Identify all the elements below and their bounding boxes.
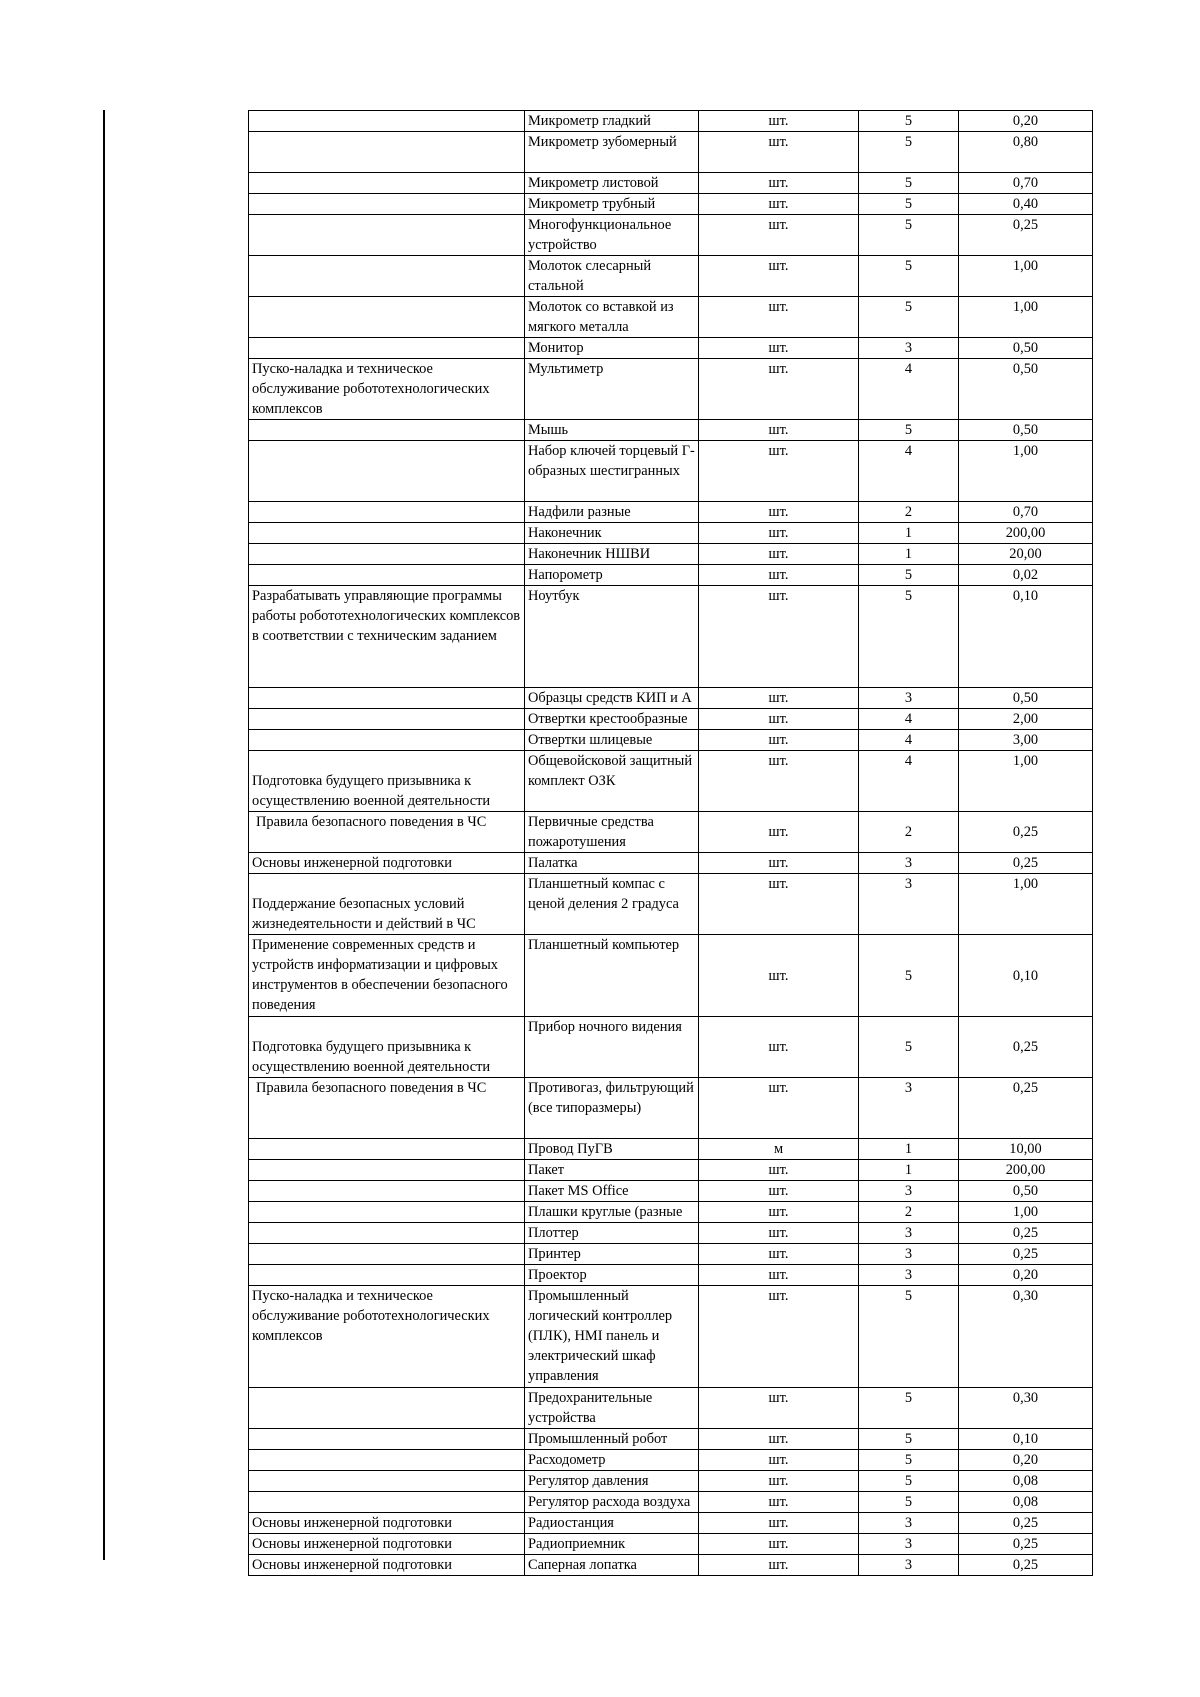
table-row (249, 1471, 1093, 1492)
unit-cell: шт. (699, 1181, 859, 1202)
table-row (249, 132, 1093, 173)
section-cell (249, 1202, 525, 1223)
ratio-cell: 0,30 (959, 1388, 1093, 1429)
section-cell (249, 709, 525, 730)
item-name-cell: Расходометр (525, 1450, 699, 1471)
quantity-cell: 5 (859, 1286, 959, 1388)
section-cell (249, 730, 525, 751)
ratio-cell: 1,00 (959, 1202, 1093, 1223)
unit-cell: шт. (699, 215, 859, 256)
item-name-cell: Молоток слесарный стальной (525, 256, 699, 297)
unit-cell: шт. (699, 1078, 859, 1139)
unit-cell: шт. (699, 1017, 859, 1078)
unit-cell: шт. (699, 256, 859, 297)
item-name-cell: Пакет MS Office (525, 1181, 699, 1202)
section-cell (249, 173, 525, 194)
section-cell (249, 111, 525, 132)
ratio-cell: 0,25 (959, 1078, 1093, 1139)
section-cell (249, 1223, 525, 1244)
unit-cell: шт. (699, 688, 859, 709)
ratio-cell: 0,50 (959, 338, 1093, 359)
item-name-cell: Надфили разные (525, 502, 699, 523)
section-cell (249, 132, 525, 173)
ratio-cell: 0,10 (959, 586, 1093, 688)
section-cell: Основы инженерной подготовки (249, 1513, 525, 1534)
ratio-cell: 0,25 (959, 1223, 1093, 1244)
unit-cell: шт. (699, 194, 859, 215)
ratio-cell: 1,00 (959, 297, 1093, 338)
ratio-cell: 0,20 (959, 1265, 1093, 1286)
item-name-cell: Монитор (525, 338, 699, 359)
ratio-cell: 0,20 (959, 111, 1093, 132)
quantity-cell: 5 (859, 215, 959, 256)
ratio-cell: 20,00 (959, 544, 1093, 565)
table-row (249, 1181, 1093, 1202)
item-name-cell: Промышленный логический контроллер (ПЛК), HMI панель и электрический шкаф управления (525, 1286, 699, 1388)
table-row (249, 1555, 1093, 1576)
section-cell (249, 1139, 525, 1160)
ratio-cell: 0,25 (959, 812, 1093, 853)
unit-cell: шт. (699, 812, 859, 853)
table-row (249, 441, 1093, 502)
section-cell (249, 523, 525, 544)
section-cell (249, 215, 525, 256)
quantity-cell: 3 (859, 1244, 959, 1265)
ratio-cell: 0,50 (959, 1181, 1093, 1202)
item-name-cell: Мультиметр (525, 359, 699, 420)
table-row (249, 1223, 1093, 1244)
ratio-cell: 1,00 (959, 441, 1093, 502)
unit-cell: шт. (699, 1450, 859, 1471)
unit-cell: шт. (699, 1265, 859, 1286)
section-cell: Пуско-наладка и техническое обслуживание робототехнологических комплексов (249, 1286, 525, 1388)
quantity-cell: 5 (859, 1450, 959, 1471)
unit-cell: шт. (699, 853, 859, 874)
table-row (249, 215, 1093, 256)
unit-cell: м (699, 1139, 859, 1160)
item-name-cell: Планшетный компас с ценой деления 2 градуса (525, 874, 699, 935)
unit-cell: шт. (699, 111, 859, 132)
item-name-cell: Молоток со вставкой из мягкого металла (525, 297, 699, 338)
quantity-cell: 2 (859, 1202, 959, 1223)
quantity-cell: 2 (859, 812, 959, 853)
table-row (249, 1429, 1093, 1450)
quantity-cell: 5 (859, 1471, 959, 1492)
unit-cell: шт. (699, 1388, 859, 1429)
item-name-cell: Наконечник (525, 523, 699, 544)
item-name-cell: Противогаз, фильтрующий (все типоразмеры) (525, 1078, 699, 1139)
ratio-cell: 0,70 (959, 173, 1093, 194)
table-row (249, 1078, 1093, 1139)
table-row (249, 935, 1093, 1017)
quantity-cell: 1 (859, 544, 959, 565)
section-cell: Применение современных средств и устройств информатизации и цифровых инструментов в обеспечении безопасного поведения (249, 935, 525, 1017)
unit-cell: шт. (699, 751, 859, 812)
item-name-cell: Общевойсковой защитный комплект ОЗК (525, 751, 699, 812)
ratio-cell: 0,08 (959, 1471, 1093, 1492)
ratio-cell: 0,70 (959, 502, 1093, 523)
item-name-cell: Радиостанция (525, 1513, 699, 1534)
ratio-cell: 0,02 (959, 565, 1093, 586)
item-name-cell: Принтер (525, 1244, 699, 1265)
section-cell (249, 688, 525, 709)
ratio-cell: 200,00 (959, 1160, 1093, 1181)
quantity-cell: 3 (859, 853, 959, 874)
ratio-cell: 0,20 (959, 1450, 1093, 1471)
table-row (249, 853, 1093, 874)
section-cell (249, 420, 525, 441)
table-row (249, 751, 1093, 812)
ratio-cell: 1,00 (959, 751, 1093, 812)
unit-cell: шт. (699, 338, 859, 359)
section-cell: Основы инженерной подготовки (249, 1555, 525, 1576)
item-name-cell: Планшетный компьютер (525, 935, 699, 1017)
table-row (249, 1017, 1093, 1078)
unit-cell: шт. (699, 586, 859, 688)
table-row (249, 256, 1093, 297)
table-row (249, 359, 1093, 420)
table-row (249, 1492, 1093, 1513)
table-row (249, 1286, 1093, 1388)
ratio-cell: 1,00 (959, 256, 1093, 297)
table-row (249, 730, 1093, 751)
table-row (249, 420, 1093, 441)
section-cell (249, 297, 525, 338)
ratio-cell: 0,80 (959, 132, 1093, 173)
table-row (249, 523, 1093, 544)
quantity-cell: 5 (859, 565, 959, 586)
item-name-cell: Плашки круглые (разные (525, 1202, 699, 1223)
quantity-cell: 3 (859, 1265, 959, 1286)
quantity-cell: 4 (859, 441, 959, 502)
section-cell (249, 194, 525, 215)
section-cell (249, 338, 525, 359)
unit-cell: шт. (699, 709, 859, 730)
section-cell: Подготовка будущего призывника к осуществлению военной деятельности (249, 1017, 525, 1078)
table-row (249, 586, 1093, 688)
section-cell (249, 1265, 525, 1286)
section-cell (249, 1429, 525, 1450)
section-cell: Пуско-наладка и техническое обслуживание робототехнологических комплексов (249, 359, 525, 420)
section-cell: Подготовка будущего призывника к осуществлению военной деятельности (249, 751, 525, 812)
quantity-cell: 3 (859, 1513, 959, 1534)
ratio-cell: 0,25 (959, 1555, 1093, 1576)
item-name-cell: Предохранительные устройства (525, 1388, 699, 1429)
section-cell: Разрабатывать управляющие программы работы робототехнологических комплексов в соответствии с техническим заданием (249, 586, 525, 688)
quantity-cell: 3 (859, 1078, 959, 1139)
table-row (249, 565, 1093, 586)
unit-cell: шт. (699, 441, 859, 502)
unit-cell: шт. (699, 730, 859, 751)
quantity-cell: 5 (859, 420, 959, 441)
quantity-cell: 5 (859, 1492, 959, 1513)
item-name-cell: Провод ПуГВ (525, 1139, 699, 1160)
item-name-cell: Пакет (525, 1160, 699, 1181)
quantity-cell: 2 (859, 502, 959, 523)
ratio-cell: 0,08 (959, 1492, 1093, 1513)
table-row (249, 1388, 1093, 1429)
item-name-cell: Микрометр гладкий (525, 111, 699, 132)
table-row (249, 502, 1093, 523)
unit-cell: шт. (699, 1534, 859, 1555)
ratio-cell: 0,25 (959, 1244, 1093, 1265)
section-cell (249, 1450, 525, 1471)
quantity-cell: 5 (859, 111, 959, 132)
quantity-cell: 3 (859, 1534, 959, 1555)
unit-cell: шт. (699, 1223, 859, 1244)
table-row (249, 874, 1093, 935)
item-name-cell: Прибор ночного видения (525, 1017, 699, 1078)
ratio-cell: 0,50 (959, 688, 1093, 709)
unit-cell: шт. (699, 1244, 859, 1265)
ratio-cell: 0,40 (959, 194, 1093, 215)
quantity-cell: 5 (859, 173, 959, 194)
unit-cell: шт. (699, 1492, 859, 1513)
section-cell: Основы инженерной подготовки (249, 853, 525, 874)
equipment-table (248, 110, 1093, 1576)
ratio-cell: 0,10 (959, 935, 1093, 1017)
quantity-cell: 5 (859, 935, 959, 1017)
item-name-cell: Регулятор расхода воздуха (525, 1492, 699, 1513)
unit-cell: шт. (699, 1471, 859, 1492)
quantity-cell: 1 (859, 1139, 959, 1160)
unit-cell: шт. (699, 935, 859, 1017)
item-name-cell: Микрометр зубомерный (525, 132, 699, 173)
table-row (249, 1513, 1093, 1534)
section-cell (249, 441, 525, 502)
section-cell (249, 502, 525, 523)
unit-cell: шт. (699, 523, 859, 544)
item-name-cell: Первичные средства пожаротушения (525, 812, 699, 853)
unit-cell: шт. (699, 132, 859, 173)
quantity-cell: 3 (859, 338, 959, 359)
quantity-cell: 5 (859, 194, 959, 215)
quantity-cell: 4 (859, 709, 959, 730)
item-name-cell: Многофункциональное устройство (525, 215, 699, 256)
quantity-cell: 5 (859, 297, 959, 338)
item-name-cell: Регулятор давления (525, 1471, 699, 1492)
unit-cell: шт. (699, 420, 859, 441)
table-row (249, 709, 1093, 730)
item-name-cell: Промышленный робот (525, 1429, 699, 1450)
quantity-cell: 3 (859, 1223, 959, 1244)
unit-cell: шт. (699, 565, 859, 586)
ratio-cell: 1,00 (959, 874, 1093, 935)
section-cell (249, 1160, 525, 1181)
unit-cell: шт. (699, 359, 859, 420)
section-cell: Поддержание безопасных условий жизнедеятельности и действий в ЧС (249, 874, 525, 935)
quantity-cell: 5 (859, 1429, 959, 1450)
unit-cell: шт. (699, 502, 859, 523)
quantity-cell: 5 (859, 586, 959, 688)
unit-cell: шт. (699, 874, 859, 935)
section-cell (249, 1244, 525, 1265)
quantity-cell: 5 (859, 1388, 959, 1429)
unit-cell: шт. (699, 173, 859, 194)
unit-cell: шт. (699, 1429, 859, 1450)
table-row (249, 1534, 1093, 1555)
quantity-cell: 1 (859, 523, 959, 544)
unit-cell: шт. (699, 1202, 859, 1223)
ratio-cell: 2,00 (959, 709, 1093, 730)
section-cell (249, 544, 525, 565)
item-name-cell: Палатка (525, 853, 699, 874)
quantity-cell: 4 (859, 751, 959, 812)
equipment-table-body (249, 111, 1093, 1576)
item-name-cell: Отвертки шлицевые (525, 730, 699, 751)
quantity-cell: 3 (859, 1181, 959, 1202)
quantity-cell: 5 (859, 1017, 959, 1078)
item-name-cell: Микрометр трубный (525, 194, 699, 215)
item-name-cell: Саперная лопатка (525, 1555, 699, 1576)
table-row (249, 1139, 1093, 1160)
ratio-cell: 0,50 (959, 420, 1093, 441)
item-name-cell: Радиоприемник (525, 1534, 699, 1555)
unit-cell: шт. (699, 297, 859, 338)
unit-cell: шт. (699, 1160, 859, 1181)
unit-cell: шт. (699, 1513, 859, 1534)
section-cell: Основы инженерной подготовки (249, 1534, 525, 1555)
ratio-cell: 0,25 (959, 1534, 1093, 1555)
ratio-cell: 0,25 (959, 1017, 1093, 1078)
table-row (249, 1244, 1093, 1265)
table-row (249, 297, 1093, 338)
ratio-cell: 0,25 (959, 1513, 1093, 1534)
table-row (249, 194, 1093, 215)
section-cell (249, 1492, 525, 1513)
item-name-cell: Отвертки крестообразные (525, 709, 699, 730)
margin-rule (103, 110, 105, 1560)
unit-cell: шт. (699, 1286, 859, 1388)
quantity-cell: 5 (859, 132, 959, 173)
unit-cell: шт. (699, 544, 859, 565)
ratio-cell: 0,30 (959, 1286, 1093, 1388)
table-row (249, 338, 1093, 359)
table-row (249, 111, 1093, 132)
quantity-cell: 3 (859, 1555, 959, 1576)
quantity-cell: 1 (859, 1160, 959, 1181)
table-row (249, 1160, 1093, 1181)
item-name-cell: Образцы средств КИП и А (525, 688, 699, 709)
quantity-cell: 3 (859, 874, 959, 935)
section-cell: Правила безопасного поведения в ЧС (249, 812, 525, 853)
section-cell (249, 1181, 525, 1202)
ratio-cell: 3,00 (959, 730, 1093, 751)
quantity-cell: 3 (859, 688, 959, 709)
quantity-cell: 5 (859, 256, 959, 297)
item-name-cell: Проектор (525, 1265, 699, 1286)
item-name-cell: Наконечник НШВИ (525, 544, 699, 565)
table-row (249, 544, 1093, 565)
unit-cell: шт. (699, 1555, 859, 1576)
table-row (249, 1202, 1093, 1223)
quantity-cell: 4 (859, 730, 959, 751)
item-name-cell: Набор ключей торцевый Г-образных шестигранных (525, 441, 699, 502)
item-name-cell: Мышь (525, 420, 699, 441)
item-name-cell: Плоттер (525, 1223, 699, 1244)
table-row (249, 173, 1093, 194)
ratio-cell: 0,25 (959, 853, 1093, 874)
section-cell (249, 1471, 525, 1492)
item-name-cell: Напорометр (525, 565, 699, 586)
item-name-cell: Микрометр листовой (525, 173, 699, 194)
ratio-cell: 200,00 (959, 523, 1093, 544)
ratio-cell: 0,10 (959, 1429, 1093, 1450)
quantity-cell: 4 (859, 359, 959, 420)
section-cell (249, 565, 525, 586)
table-row (249, 1265, 1093, 1286)
ratio-cell: 0,50 (959, 359, 1093, 420)
section-cell: Правила безопасного поведения в ЧС (249, 1078, 525, 1139)
table-row (249, 812, 1093, 853)
item-name-cell: Ноутбук (525, 586, 699, 688)
table-row (249, 688, 1093, 709)
table-row (249, 1450, 1093, 1471)
section-cell (249, 256, 525, 297)
ratio-cell: 0,25 (959, 215, 1093, 256)
ratio-cell: 10,00 (959, 1139, 1093, 1160)
section-cell (249, 1388, 525, 1429)
